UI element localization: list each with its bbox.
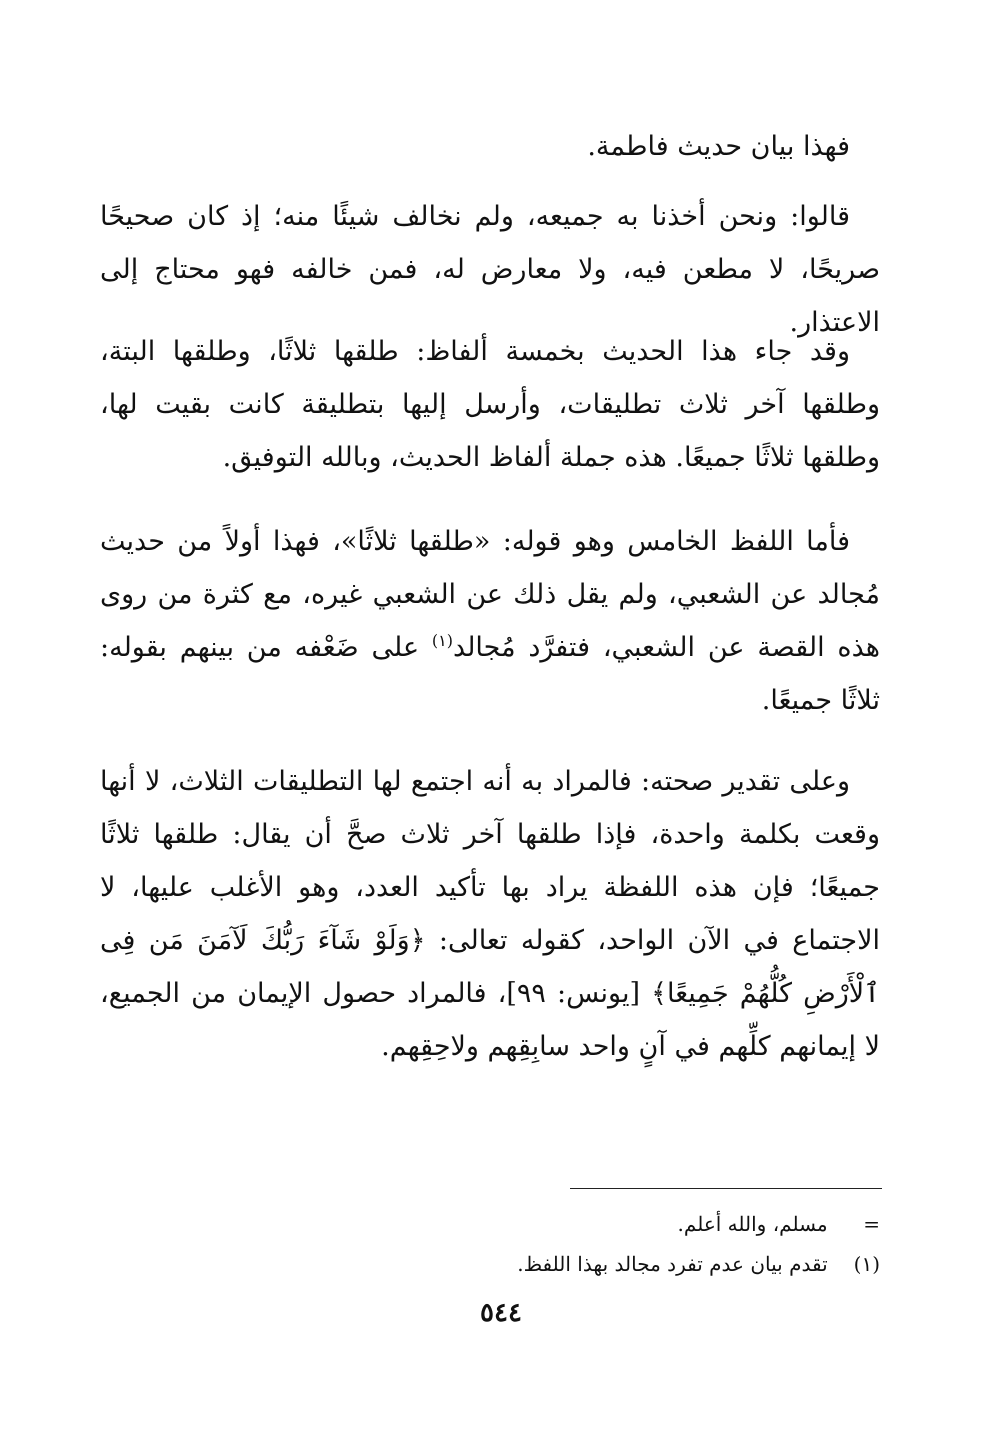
paragraph-3 — [100, 325, 880, 484]
footnote-1 — [100, 1247, 880, 1281]
footnote-1-marker: (١) — [853, 1252, 880, 1276]
footnote-reference-1[interactable]: (١) — [431, 631, 454, 650]
footnote-continuation-marker: = — [863, 1212, 880, 1236]
paragraph-5-text-after-verse: [يونس: ٩٩]، فالمراد حصول الإيمان من الجميع، لا إيمانهم كلِّهم في آنٍ واحد سابِقِهم ولاحِقِهم. — [100, 978, 880, 1062]
paragraph-1-text: فهذا بيان حديث فاطمة. — [587, 131, 850, 162]
paragraph-3-text: وقد جاء هذا الحديث بخمسة ألفاظ: طلقها ثلاثًا، وطلقها البتة، وطلقها آخر ثلاث تطليقات، وأرسل إليها بتطليقة كانت بقيت لها، وطلقها ثلاثًا جميعًا. هذه جملة ألفاظ الحديث، وبالله التوفيق. — [100, 336, 880, 473]
footnote-continuation — [100, 1207, 880, 1241]
footnote-divider — [570, 1188, 882, 1189]
page-number: ٥٤٤ — [480, 1298, 522, 1328]
paragraph-5 — [100, 755, 880, 1073]
footnote-continuation-text: مسلم، والله أعلم. — [677, 1212, 828, 1236]
paragraph-4 — [100, 515, 880, 727]
paragraph-5-text-before-verse: وعلى تقدير صحته: فالمراد به أنه اجتمع لها التطليقات الثلاث، لا أنها وقعت بكلمة واحدة، فإذا طلقها آخر ثلاث صحَّ أن يقال: طلقها ثلاثًا جميعًا؛ فإن هذه اللفظة يراد بها تأكيد العدد، وهو الأغلب عليها، لا الاجتماع في الآن الواحد، كقوله تعالى: — [100, 766, 880, 956]
paragraph-4-text-after-note: على ضَعْفه من بينهم بقوله: ثلاثًا جميعًا. — [100, 632, 880, 716]
paragraph-1 — [100, 120, 880, 173]
paragraph-4-text-before-note: فأما اللفظ الخامس وهو قوله: «طلقها ثلاثًا»، فهذا أولاً من حديث مُجالد عن الشعبي، ولم يقل ذلك عن الشعبي غيره، مع كثرة من روى هذه القصة عن الشعبي، فتفرَّد مُجالد — [100, 526, 880, 663]
quran-verse: ﴿وَلَوْ شَآءَ رَبُّكَ لَآمَنَ مَن فِى ٱلْأَرْضِ كُلُّهُمْ جَمِيعًا﴾ — [100, 925, 880, 1009]
paragraph-2-text: قالوا: ونحن أخذنا به جميعه، ولم نخالف شيئًا منه؛ إذ كان صحيحًا صريحًا، لا مطعن فيه، ولا معارض له، فمن خالفه فهو محتاج إلى الاعتذار. — [100, 201, 880, 338]
footnote-1-text: تقدم بيان عدم تفرد مجالد بهذا اللفظ. — [517, 1252, 828, 1276]
